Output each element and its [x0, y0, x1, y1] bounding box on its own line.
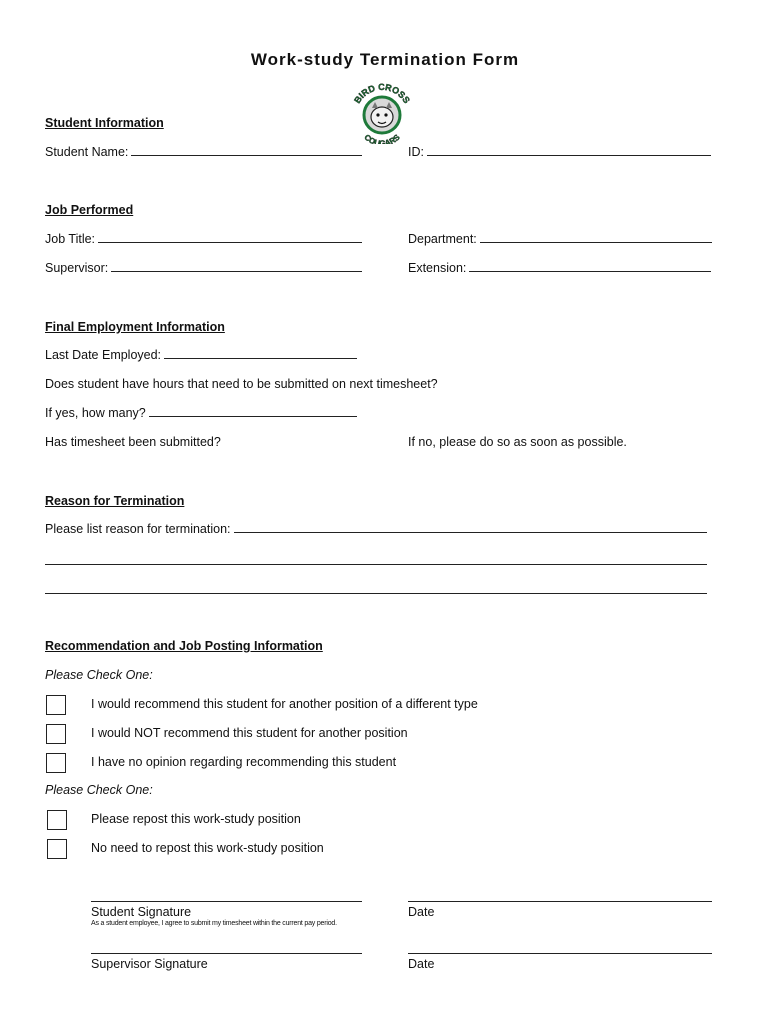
reason-line-3[interactable]	[45, 593, 707, 594]
supervisor-signature-label: Supervisor Signature	[91, 957, 208, 971]
hours-question: Does student have hours that need to be submitted on next timesheet?	[45, 377, 438, 391]
reason-field[interactable]	[45, 522, 707, 536]
not-recommend-checkbox[interactable]	[46, 724, 66, 744]
cougar-logo	[348, 82, 416, 144]
reason-heading: Reason for Termination	[45, 494, 185, 508]
no-opinion-option: I have no opinion regarding recommending this student	[91, 755, 397, 769]
repost-checkbox[interactable]	[47, 810, 67, 830]
no-opinion-checkbox[interactable]	[46, 753, 66, 773]
student-name-label: Student Name:	[45, 145, 129, 159]
student-id-label: ID:	[408, 145, 424, 159]
timesheet-note: If no, please do so as soon as possible.	[408, 435, 627, 449]
job-heading: Job Performed	[45, 203, 134, 217]
supervisor-field[interactable]	[45, 261, 362, 275]
student-signature-line[interactable]	[91, 901, 362, 902]
extension-field[interactable]	[408, 261, 711, 275]
supervisor-signature-line[interactable]	[91, 953, 362, 954]
recommendation-heading: Recommendation and Job Posting Information	[45, 639, 323, 653]
student-signature-label: Student Signature	[91, 905, 192, 919]
logo-top-text: BIRD CROSS	[352, 82, 412, 106]
recommend-checkbox[interactable]	[46, 695, 66, 715]
no-repost-option: No need to repost this work-study position	[91, 841, 324, 855]
student-name-field[interactable]	[45, 145, 362, 159]
supervisor-date-label: Date	[408, 957, 435, 971]
student-signature-note: As a student employee, I agree to submit my timesheet within the current pay period.	[91, 920, 337, 927]
job-title-label: Job Title:	[45, 232, 96, 246]
supervisor-date-line[interactable]	[408, 953, 712, 954]
recommend-option: I would recommend this student for another position of a different type	[91, 697, 478, 711]
check-one-label-2: Please Check One:	[45, 783, 153, 797]
student-date-label: Date	[408, 905, 435, 919]
check-one-label-1: Please Check One:	[45, 668, 153, 682]
timesheet-question: Has timesheet been submitted?	[45, 435, 221, 449]
last-date-field[interactable]	[45, 348, 357, 362]
logo-bottom-text: COUGARS	[362, 132, 402, 144]
not-recommend-option: I would NOT recommend this student for another position	[91, 726, 408, 740]
student-id-field[interactable]	[408, 145, 711, 159]
student-date-line[interactable]	[408, 901, 712, 902]
reason-label: Please list reason for termination:	[45, 522, 231, 536]
student-info-heading: Student Information	[45, 116, 164, 130]
job-title-field[interactable]	[45, 232, 362, 246]
no-repost-checkbox[interactable]	[47, 839, 67, 859]
repost-option: Please repost this work-study position	[91, 812, 301, 826]
extension-label: Extension:	[408, 261, 467, 275]
employment-heading: Final Employment Information	[45, 320, 225, 334]
form-title: Work-study Termination Form	[250, 50, 520, 69]
department-label: Department:	[408, 232, 477, 246]
how-many-label: If yes, how many?	[45, 406, 146, 420]
reason-line-2[interactable]	[45, 564, 707, 565]
last-date-label: Last Date Employed:	[45, 348, 162, 362]
supervisor-label: Supervisor:	[45, 261, 109, 275]
how-many-field[interactable]	[45, 406, 357, 420]
department-field[interactable]	[408, 232, 712, 246]
